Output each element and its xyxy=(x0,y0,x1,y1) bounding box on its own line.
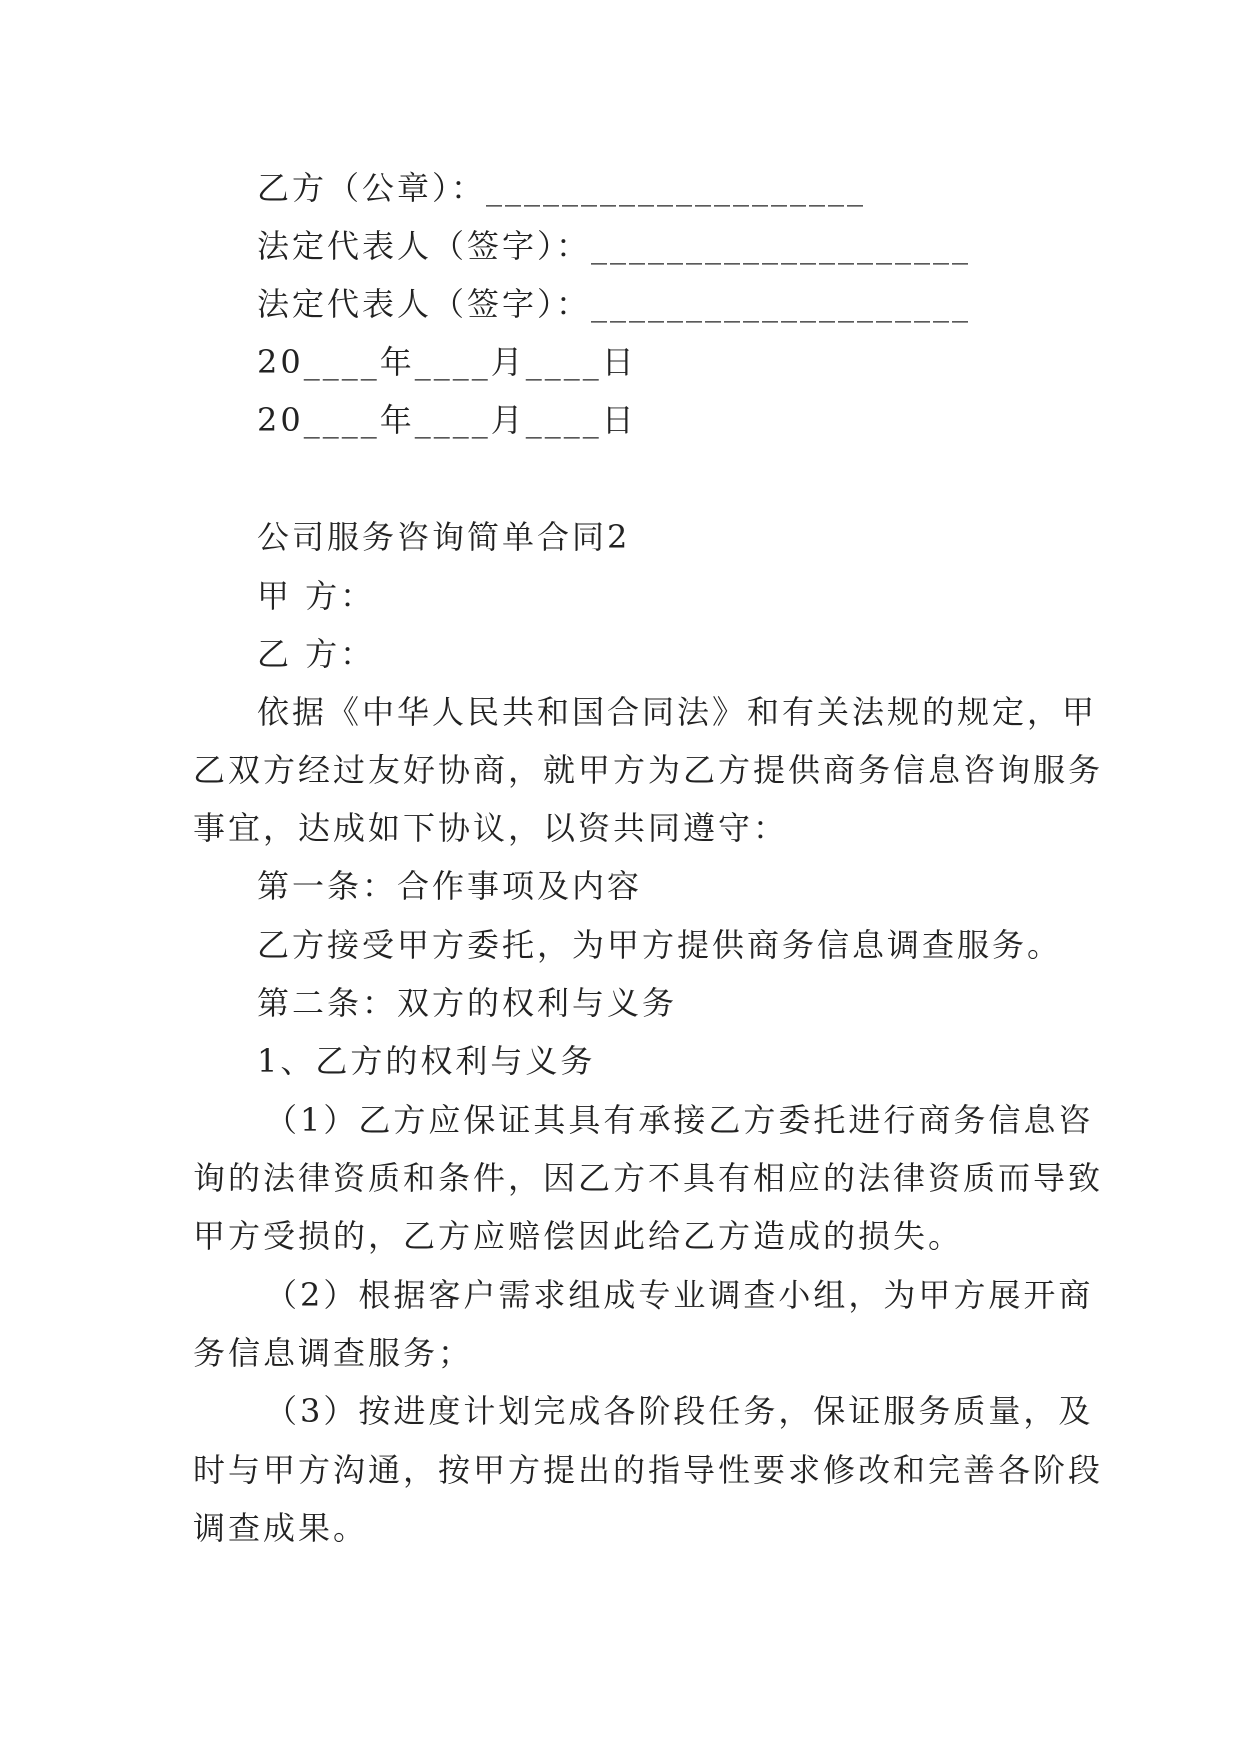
article-2-heading: 第二条：双方的权利与义务 xyxy=(257,984,678,1022)
preamble-line: 依据《中华人民共和国合同法》和有关法规的规定，甲 xyxy=(257,693,1098,731)
article-1-body: 乙方接受甲方委托，为甲方提供商务信息调查服务。 xyxy=(257,926,1063,964)
clause-1-line: （1）乙方应保证其具有承接乙方委托进行商务信息咨 xyxy=(265,1101,1094,1139)
clause-1-line: 甲方受损的，乙方应赔偿因此给乙方造成的损失。 xyxy=(193,1217,964,1255)
clause-3-line: 时与甲方沟通，按甲方提出的指导性要求修改和完善各阶段 xyxy=(193,1451,1104,1489)
legal-rep-signature-line: 法定代表人（签字）：____________________ xyxy=(257,227,972,265)
clause-3-line: （3）按进度计划完成各阶段任务，保证服务质量，及 xyxy=(265,1392,1094,1430)
party-a-label: 甲 方： xyxy=(257,577,376,615)
date-line: 20____年____月____日 xyxy=(257,401,637,439)
preamble-line: 事宜，达成如下协议，以资共同遵守： xyxy=(193,809,789,847)
party-b-seal-line: 乙方（公章）：____________________ xyxy=(257,169,867,207)
article-1-heading: 第一条：合作事项及内容 xyxy=(257,867,643,905)
legal-rep-signature-line: 法定代表人（签字）：____________________ xyxy=(257,285,972,323)
clause-1-line: 询的法律资质和条件，因乙方不具有相应的法律资质而导致 xyxy=(193,1159,1104,1197)
article-2-subheading: 1、乙方的权利与义务 xyxy=(257,1042,596,1080)
clause-3-line: 调查成果。 xyxy=(193,1509,369,1547)
clause-2-line: 务信息调查服务； xyxy=(193,1334,474,1372)
preamble-line: 乙双方经过友好协商，就甲方为乙方提供商务信息咨询服务 xyxy=(193,751,1104,789)
clause-2-line: （2）根据客户需求组成专业调查小组，为甲方展开商 xyxy=(265,1276,1094,1314)
party-b-label: 乙 方： xyxy=(257,635,376,673)
contract-title: 公司服务咨询简单合同2 xyxy=(257,518,631,556)
date-line: 20____年____月____日 xyxy=(257,343,637,381)
